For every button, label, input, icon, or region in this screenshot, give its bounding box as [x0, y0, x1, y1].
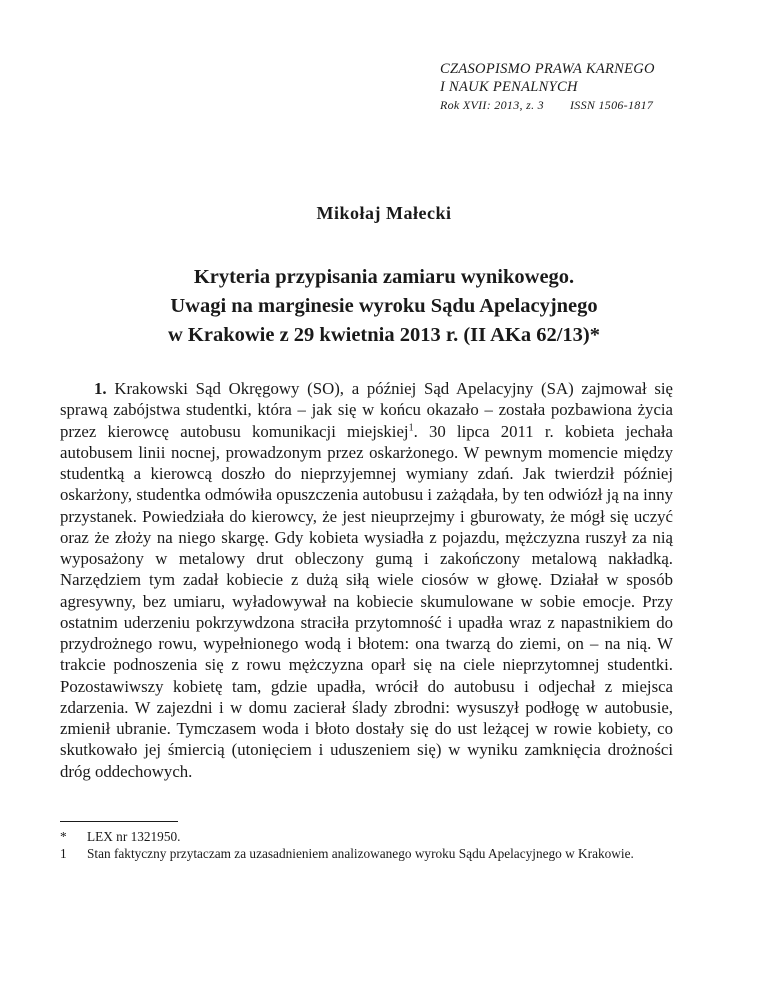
author-name: Mikołaj Małecki — [316, 203, 452, 223]
footnotes — [60, 829, 673, 862]
title-line-1: Kryteria przypisania zamiaru wynikowego. — [193, 266, 575, 288]
article-title — [90, 263, 678, 350]
footnote-1 — [60, 846, 673, 863]
journal-title-line-1: CZASOPISMO PRAWA KARNEGO — [440, 61, 655, 77]
footnote-star — [60, 829, 673, 846]
title-line-2: Uwagi na marginesie wyroku Sądu Apelacyjnego — [170, 295, 598, 317]
journal-meta — [440, 97, 700, 113]
footnote-text: LEX nr 1321950. — [87, 829, 181, 844]
footnote-text: Stan faktyczny przytaczam za uzasadnieniem analizowanego wyroku Sądu Apelacyjnego w Krakowie. — [87, 845, 634, 861]
article-body — [60, 378, 673, 782]
journal-volume: Rok XVII: 2013, z. 3 — [440, 98, 544, 112]
paragraph-1 — [60, 378, 673, 782]
journal-title-line-2: I NAUK PENALNYCH — [440, 79, 578, 95]
paragraph-text-b: . 30 lipca 2011 r. kobieta jechała autobusem linii nocnej, prowadzonym przez oskarżonego. W pewnym momencie między studentką a kierowcą doszło do nieprzyjemnej wymiany zdań. Jak twierdził później oskarżony, studentka odmówiła opuszczenia autobusu i zażądała, by ten odwiózł ją na inny przystanek. Powiedziała do kierowcy, że jest nieuprzejmy i gburowaty, że mógł się uczyć oraz że złoży na niego skargę. Gdy kobieta wysiadła z pojazdu, mężczyzna ruszył za nią wyposażony w metalowy drut obleczony gumą i zakończony metalową nakładką. Narzędziem tym zadał kobiecie z dużą siłą wiele ciosów w głowę. Działał w sposób agresywny, bez umiaru, wyładowywał na kobiecie skumulowane w sobie emocje. Przy ostatnim uderzeniu pokrzywdzona straciła przytomność i upadła wraz z napastnikiem do przydrożnego rowu, wypełnionego wodą i błotem: ona twarzą do ziemi, on – na nią. W trakcie podnoszenia się z rowu mężczyzna oparł się na ciele nieprzytomnej studentki. Pozostawiwszy kobietę tam, gdzie upadła, wrócił do autobusu i odjechał z miejsca zdarzenia. W zajezdni i w domu zacierał ślady zbrodni: wysuszył podłogę w autobusie, zmienił ubranie. Tymczasem woda i błoto dostały się do ust leżącej w rowie kobiety, co skutkowało jej śmiercią (utonięciem i uduszeniem się) w wyniku zamknięcia drożności dróg oddechowych. — [60, 421, 673, 781]
footnote-ref-1[interactable]: 1 — [408, 421, 414, 433]
title-line-3: w Krakowie z 29 kwietnia 2013 r. (II AKa 62/13)* — [167, 324, 600, 346]
footnote-divider — [60, 821, 178, 822]
footnote-mark: 1 — [60, 845, 67, 861]
journal-header — [440, 60, 700, 113]
footnote-mark: * — [60, 829, 67, 844]
section-number: 1. — [94, 379, 107, 398]
paragraph-text-a: Krakowski Sąd Okręgowy (SO), a później Sąd Apelacyjny (SA) zajmował się sprawą zabójstwa studentki, która – jak się w końcu okazało – została pozbawiona życia przez kierowcę autobusu komunikacji miejskiej — [60, 379, 673, 441]
journal-issn: ISSN 1506-1817 — [569, 98, 654, 112]
